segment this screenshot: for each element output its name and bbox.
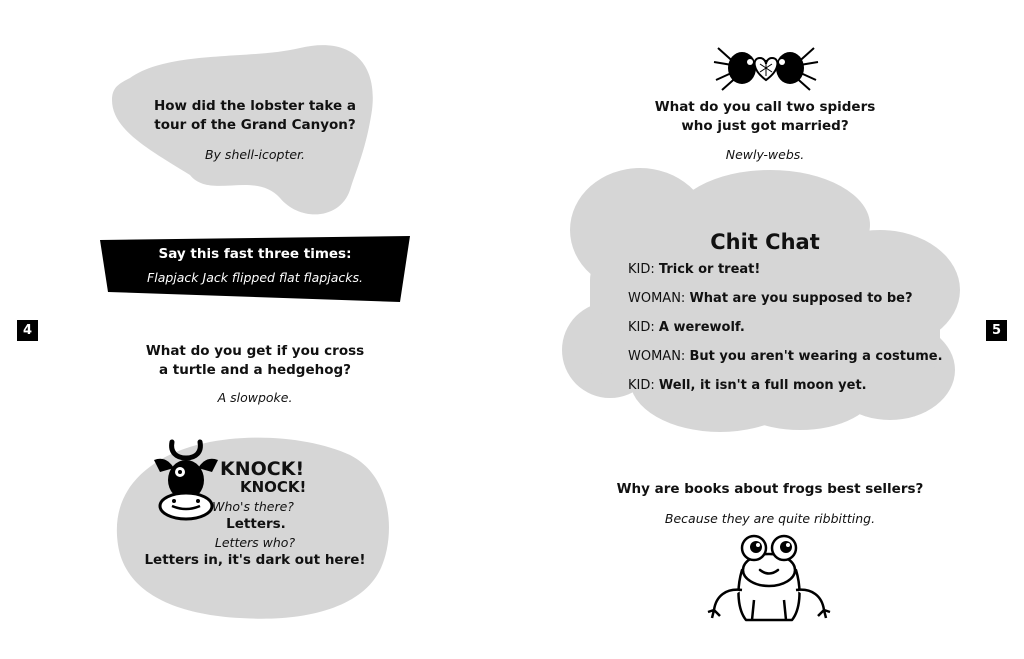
tongue-twister-heading: Say this fast three times:	[158, 246, 352, 262]
knock-word-2: KNOCK!	[240, 478, 307, 496]
dialog-line-3: KID: A werewolf.	[628, 320, 745, 335]
knock-word-1: KNOCK!	[220, 458, 305, 480]
knock-line-whos-there: Who's there?	[212, 499, 294, 514]
page-number-left: 4	[17, 320, 38, 341]
lobster-question: How did the lobster take a tour of the Grand Canyon?	[153, 98, 357, 133]
dialog-line-2: WOMAN: What are you supposed to be?	[628, 291, 913, 306]
frog-answer: Because they are quite ribbitting.	[664, 511, 876, 526]
knock-line-letters-who: Letters who?	[214, 535, 296, 550]
frog-icon	[706, 530, 832, 624]
spiders-question: What do you call two spiders who just got married?	[654, 99, 876, 134]
knock-line-letters: Letters.	[226, 516, 286, 532]
dialog-line-4: WOMAN: But you aren't wearing a costume.	[628, 349, 943, 364]
dialog-line-5: KID: Well, it isn't a full moon yet.	[628, 378, 867, 393]
spiders-answer: Newly-webs.	[725, 147, 805, 162]
turtle-question: What do you get if you cross a turtle and a hedgehog?	[145, 343, 365, 378]
page-number-right: 5	[986, 320, 1007, 341]
tongue-twister-text: Flapjack Jack flipped flat flapjacks.	[147, 270, 363, 285]
frog-question: Why are books about frogs best sellers?	[616, 481, 924, 497]
lobster-answer: By shell-icopter.	[204, 147, 305, 162]
dialog-line-1: KID: Trick or treat!	[628, 262, 761, 277]
knock-line-punchline: Letters in, it's dark out here!	[144, 552, 366, 568]
turtle-answer: A slowpoke.	[217, 390, 293, 405]
chit-chat-title: Chit Chat	[710, 230, 820, 254]
